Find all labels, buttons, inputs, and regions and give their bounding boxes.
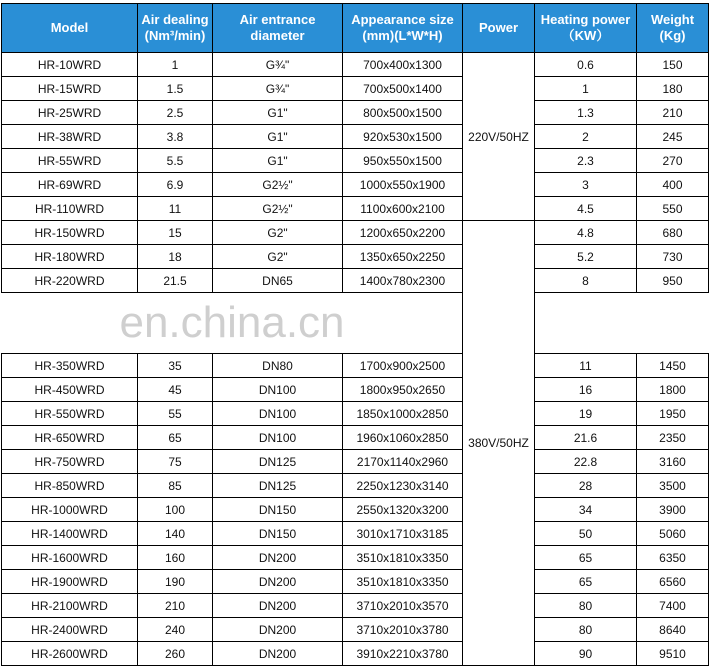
table-row xyxy=(2,570,709,594)
cell-air-entrance: DN125 xyxy=(213,450,343,474)
cell-model: HR-15WRD xyxy=(2,77,138,101)
table-row xyxy=(2,522,709,546)
cell-appearance-size: 3710x2010x3570 xyxy=(343,594,463,618)
header-air-entrance: Air entrance diameter xyxy=(213,4,343,53)
cell-air-dealing: 21.5 xyxy=(138,269,213,293)
cell-weight: 9510 xyxy=(637,642,709,666)
cell-air-entrance: G1" xyxy=(213,125,343,149)
cell-air-entrance: DN200 xyxy=(213,618,343,642)
cell-appearance-size: 1000x550x1900 xyxy=(343,173,463,197)
cell-air-entrance: DN100 xyxy=(213,426,343,450)
cell-air-dealing: 15 xyxy=(138,221,213,245)
cell-weight: 180 xyxy=(637,77,709,101)
cell-weight: 400 xyxy=(637,173,709,197)
watermark-row xyxy=(2,293,709,354)
table-row xyxy=(2,402,709,426)
cell-heating-power: 3 xyxy=(535,173,637,197)
cell-air-entrance: DN200 xyxy=(213,594,343,618)
cell-weight: 1450 xyxy=(637,354,709,378)
table-row xyxy=(2,77,709,101)
cell-air-entrance: G1" xyxy=(213,101,343,125)
cell-model: HR-1400WRD xyxy=(2,522,138,546)
cell-power: 380V/50HZ xyxy=(463,221,535,666)
header-model: Model xyxy=(2,4,138,53)
cell-appearance-size: 950x550x1500 xyxy=(343,149,463,173)
table-row xyxy=(2,378,709,402)
cell-air-dealing: 75 xyxy=(138,450,213,474)
cell-weight: 6560 xyxy=(637,570,709,594)
table-row xyxy=(2,642,709,666)
table-row xyxy=(2,125,709,149)
cell-weight: 1800 xyxy=(637,378,709,402)
cell-appearance-size: 1350x650x2250 xyxy=(343,245,463,269)
cell-weight: 550 xyxy=(637,197,709,221)
cell-appearance-size: 700x500x1400 xyxy=(343,77,463,101)
header-appearance-size: Appearance size (mm)(L*W*H) xyxy=(343,4,463,53)
cell-model: HR-55WRD xyxy=(2,149,138,173)
cell-appearance-size: 2250x1230x3140 xyxy=(343,474,463,498)
cell-weight: 8640 xyxy=(637,618,709,642)
cell-model: HR-450WRD xyxy=(2,378,138,402)
cell-air-entrance: DN150 xyxy=(213,522,343,546)
cell-heating-power: 50 xyxy=(535,522,637,546)
cell-appearance-size: 1700x900x2500 xyxy=(343,354,463,378)
cell-air-dealing: 2.5 xyxy=(138,101,213,125)
cell-heating-power: 90 xyxy=(535,642,637,666)
cell-weight: 2350 xyxy=(637,426,709,450)
cell-heating-power: 65 xyxy=(535,570,637,594)
cell-air-entrance: DN100 xyxy=(213,402,343,426)
cell-weight: 730 xyxy=(637,245,709,269)
cell-heating-power: 1 xyxy=(535,77,637,101)
table-row xyxy=(2,426,709,450)
cell-heating-power: 21.6 xyxy=(535,426,637,450)
cell-model: HR-2400WRD xyxy=(2,618,138,642)
cell-heating-power: 80 xyxy=(535,618,637,642)
cell-air-entrance: DN65 xyxy=(213,269,343,293)
cell-weight: 1950 xyxy=(637,402,709,426)
cell-weight: 3500 xyxy=(637,474,709,498)
cell-weight: 270 xyxy=(637,149,709,173)
cell-heating-power: 0.6 xyxy=(535,53,637,77)
table-row xyxy=(2,354,709,378)
cell-heating-power: 1.3 xyxy=(535,101,637,125)
cell-appearance-size: 3510x1810x3350 xyxy=(343,546,463,570)
cell-air-dealing: 35 xyxy=(138,354,213,378)
table-row xyxy=(2,269,709,293)
cell-model: HR-180WRD xyxy=(2,245,138,269)
cell-model: HR-220WRD xyxy=(2,269,138,293)
watermark-gap xyxy=(535,293,709,354)
cell-air-dealing: 85 xyxy=(138,474,213,498)
cell-air-dealing: 140 xyxy=(138,522,213,546)
cell-model: HR-69WRD xyxy=(2,173,138,197)
cell-weight: 5060 xyxy=(637,522,709,546)
table-row xyxy=(2,498,709,522)
cell-weight: 3160 xyxy=(637,450,709,474)
cell-air-dealing: 190 xyxy=(138,570,213,594)
cell-air-entrance: DN80 xyxy=(213,354,343,378)
cell-model: HR-550WRD xyxy=(2,402,138,426)
table-body xyxy=(2,53,709,666)
cell-weight: 6350 xyxy=(637,546,709,570)
cell-air-entrance: G¾" xyxy=(213,77,343,101)
cell-model: HR-38WRD xyxy=(2,125,138,149)
header-air-dealing: Air dealing (Nm³/min) xyxy=(138,4,213,53)
cell-heating-power: 28 xyxy=(535,474,637,498)
table-row xyxy=(2,53,709,77)
cell-air-dealing: 55 xyxy=(138,402,213,426)
cell-air-entrance: G2½" xyxy=(213,173,343,197)
cell-appearance-size: 1400x780x2300 xyxy=(343,269,463,293)
cell-weight: 950 xyxy=(637,269,709,293)
cell-heating-power: 4.8 xyxy=(535,221,637,245)
cell-air-dealing: 1.5 xyxy=(138,77,213,101)
cell-appearance-size: 700x400x1300 xyxy=(343,53,463,77)
cell-air-dealing: 65 xyxy=(138,426,213,450)
table-row xyxy=(2,101,709,125)
cell-power: 220V/50HZ xyxy=(463,53,535,221)
cell-appearance-size: 3710x2010x3780 xyxy=(343,618,463,642)
cell-weight: 245 xyxy=(637,125,709,149)
cell-air-entrance: G2" xyxy=(213,245,343,269)
cell-appearance-size: 1960x1060x2850 xyxy=(343,426,463,450)
cell-heating-power: 65 xyxy=(535,546,637,570)
cell-model: HR-110WRD xyxy=(2,197,138,221)
cell-air-entrance: DN200 xyxy=(213,570,343,594)
cell-air-dealing: 45 xyxy=(138,378,213,402)
cell-model: HR-1900WRD xyxy=(2,570,138,594)
table-row xyxy=(2,173,709,197)
spec-table xyxy=(1,3,709,666)
header-weight: Weight (Kg) xyxy=(637,4,709,53)
table-row xyxy=(2,149,709,173)
cell-weight: 210 xyxy=(637,101,709,125)
cell-heating-power: 2.3 xyxy=(535,149,637,173)
cell-heating-power: 34 xyxy=(535,498,637,522)
table-row xyxy=(2,618,709,642)
header-power: Power xyxy=(463,4,535,53)
cell-weight: 7400 xyxy=(637,594,709,618)
cell-air-dealing: 11 xyxy=(138,197,213,221)
table-row xyxy=(2,450,709,474)
cell-appearance-size: 1100x600x2100 xyxy=(343,197,463,221)
cell-weight: 680 xyxy=(637,221,709,245)
cell-model: HR-750WRD xyxy=(2,450,138,474)
cell-heating-power: 2 xyxy=(535,125,637,149)
cell-appearance-size: 3010x1710x3185 xyxy=(343,522,463,546)
cell-appearance-size: 3510x1810x3350 xyxy=(343,570,463,594)
cell-air-dealing: 3.8 xyxy=(138,125,213,149)
cell-air-dealing: 160 xyxy=(138,546,213,570)
cell-model: HR-2100WRD xyxy=(2,594,138,618)
table-row xyxy=(2,245,709,269)
table-row xyxy=(2,221,709,245)
cell-model: HR-150WRD xyxy=(2,221,138,245)
cell-model: HR-1000WRD xyxy=(2,498,138,522)
cell-appearance-size: 800x500x1500 xyxy=(343,101,463,125)
cell-model: HR-650WRD xyxy=(2,426,138,450)
table-row xyxy=(2,197,709,221)
cell-heating-power: 22.8 xyxy=(535,450,637,474)
header-heating-power: Heating power （KW） xyxy=(535,4,637,53)
cell-air-entrance: G2" xyxy=(213,221,343,245)
cell-air-dealing: 1 xyxy=(138,53,213,77)
cell-air-entrance: G1" xyxy=(213,149,343,173)
cell-heating-power: 80 xyxy=(535,594,637,618)
watermark-text: en.china.cn xyxy=(2,293,463,354)
header-row xyxy=(2,4,709,53)
cell-model: HR-350WRD xyxy=(2,354,138,378)
cell-air-entrance: G¾" xyxy=(213,53,343,77)
cell-heating-power: 5.2 xyxy=(535,245,637,269)
table-row xyxy=(2,474,709,498)
cell-air-dealing: 260 xyxy=(138,642,213,666)
cell-model: HR-1600WRD xyxy=(2,546,138,570)
cell-air-entrance: DN150 xyxy=(213,498,343,522)
cell-air-dealing: 240 xyxy=(138,618,213,642)
cell-air-dealing: 5.5 xyxy=(138,149,213,173)
cell-appearance-size: 3910x2210x3780 xyxy=(343,642,463,666)
cell-air-entrance: G2½" xyxy=(213,197,343,221)
cell-heating-power: 4.5 xyxy=(535,197,637,221)
cell-weight: 150 xyxy=(637,53,709,77)
cell-appearance-size: 2550x1320x3200 xyxy=(343,498,463,522)
cell-model: HR-10WRD xyxy=(2,53,138,77)
cell-air-dealing: 210 xyxy=(138,594,213,618)
cell-appearance-size: 1200x650x2200 xyxy=(343,221,463,245)
table-row xyxy=(2,546,709,570)
cell-model: HR-2600WRD xyxy=(2,642,138,666)
cell-appearance-size: 1850x1000x2850 xyxy=(343,402,463,426)
cell-appearance-size: 920x530x1500 xyxy=(343,125,463,149)
table-row xyxy=(2,594,709,618)
cell-heating-power: 19 xyxy=(535,402,637,426)
cell-heating-power: 16 xyxy=(535,378,637,402)
cell-heating-power: 8 xyxy=(535,269,637,293)
cell-appearance-size: 2170x1140x2960 xyxy=(343,450,463,474)
cell-air-dealing: 6.9 xyxy=(138,173,213,197)
cell-weight: 3900 xyxy=(637,498,709,522)
cell-air-entrance: DN100 xyxy=(213,378,343,402)
cell-air-entrance: DN200 xyxy=(213,546,343,570)
cell-appearance-size: 1800x950x2650 xyxy=(343,378,463,402)
cell-model: HR-25WRD xyxy=(2,101,138,125)
cell-model: HR-850WRD xyxy=(2,474,138,498)
cell-air-entrance: DN200 xyxy=(213,642,343,666)
cell-air-dealing: 18 xyxy=(138,245,213,269)
cell-air-dealing: 100 xyxy=(138,498,213,522)
cell-air-entrance: DN125 xyxy=(213,474,343,498)
cell-heating-power: 11 xyxy=(535,354,637,378)
